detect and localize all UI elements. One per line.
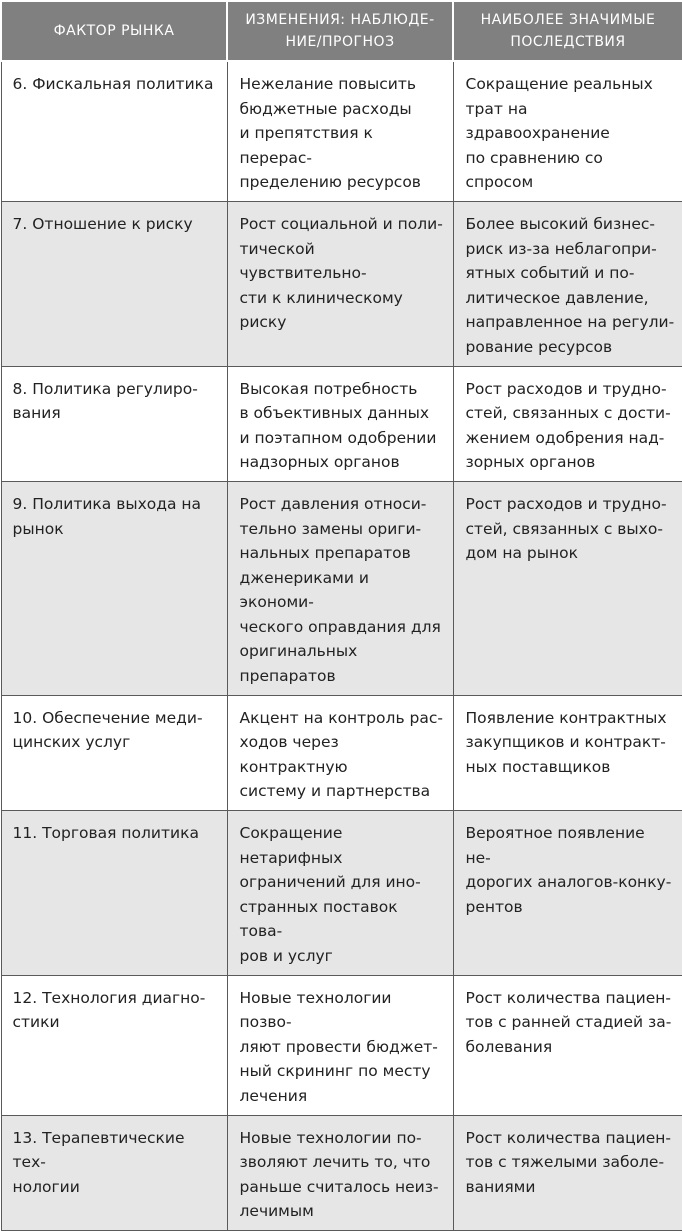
table-row: [1, 366, 682, 481]
row-consequence: Рост расходов и трудно- стей, связанных с дости- жением одобрения над- зорных органов: [453, 366, 682, 481]
header-consequence: НАИБОЛЕЕ ЗНАЧИМЫЕ ПОСЛЕДСТВИЯ: [453, 1, 682, 61]
row-factor: 11. Торговая политика: [1, 811, 227, 976]
table-body: [1, 61, 682, 1230]
row-factor: 9. Политика выхода на рынок: [1, 481, 227, 695]
header-row: [1, 1, 682, 61]
table-row: [1, 811, 682, 976]
row-consequence: Рост расходов и трудно- стей, связанных с выхо- дом на рынок: [453, 481, 682, 695]
row-change: Высокая потребность в объективных данных и поэтапном одобрении надзорных органов: [227, 366, 453, 481]
table-header: [1, 1, 682, 61]
row-factor: 6. Фискальная политика: [1, 61, 227, 201]
row-consequence: Вероятное появление не- дорогих аналогов-конку- рентов: [453, 811, 682, 976]
row-change: Акцент на контроль рас- ходов через контрактную систему и партнерства: [227, 695, 453, 810]
header-change: ИЗМЕНЕНИЯ: НАБЛЮДЕ- НИЕ/ПРОГНОЗ: [227, 1, 453, 61]
row-consequence: Рост количества пациен- тов с тяжелыми заболе- ваниями: [453, 1115, 682, 1230]
row-consequence: Рост количества пациен- тов с ранней стадией за- болевания: [453, 975, 682, 1115]
row-factor: 12. Технология диагно- стики: [1, 975, 227, 1115]
row-change: Рост социальной и поли- тической чувствительно- сти к клиническому риску: [227, 201, 453, 366]
row-factor: 10. Обеспечение меди- цинских услуг: [1, 695, 227, 810]
row-change: Новые технологии по- зволяют лечить то, что раньше считалось неиз- лечимым: [227, 1115, 453, 1230]
header-factor: ФАКТОР РЫНКА: [1, 1, 227, 61]
row-factor: 8. Политика регулиро- вания: [1, 366, 227, 481]
row-change: Рост давления относи- тельно замены ориги- нальных препаратов дженериками и экономи- ческого оправдания для оригинальных препаратов: [227, 481, 453, 695]
row-factor: 7. Отношение к риску: [1, 201, 227, 366]
row-factor: 13. Терапевтические тех- нологии: [1, 1115, 227, 1230]
row-change: Новые технологии позво- ляют провести бюджет- ный скрининг по месту лечения: [227, 975, 453, 1115]
row-consequence: Более высокий бизнес- риск из-за неблагопри- ятных событий и по- литическое давление, направленное на регули- рование ресурсов: [453, 201, 682, 366]
table-row: [1, 201, 682, 366]
table-row: [1, 61, 682, 201]
row-change: Сокращение нетарифных ограничений для ино- странных поставок това- ров и услуг: [227, 811, 453, 976]
table-row: [1, 481, 682, 695]
table-row: [1, 1115, 682, 1230]
table-row: [1, 975, 682, 1115]
row-consequence: Появление контрактных закупщиков и контракт- ных поставщиков: [453, 695, 682, 810]
row-change: Нежелание повысить бюджетные расходы и препятствия к перерас- пределению ресурсов: [227, 61, 453, 201]
table-row: [1, 695, 682, 810]
row-consequence: Сокращение реальных трат на здравоохранение по сравнению со спросом: [453, 61, 682, 201]
